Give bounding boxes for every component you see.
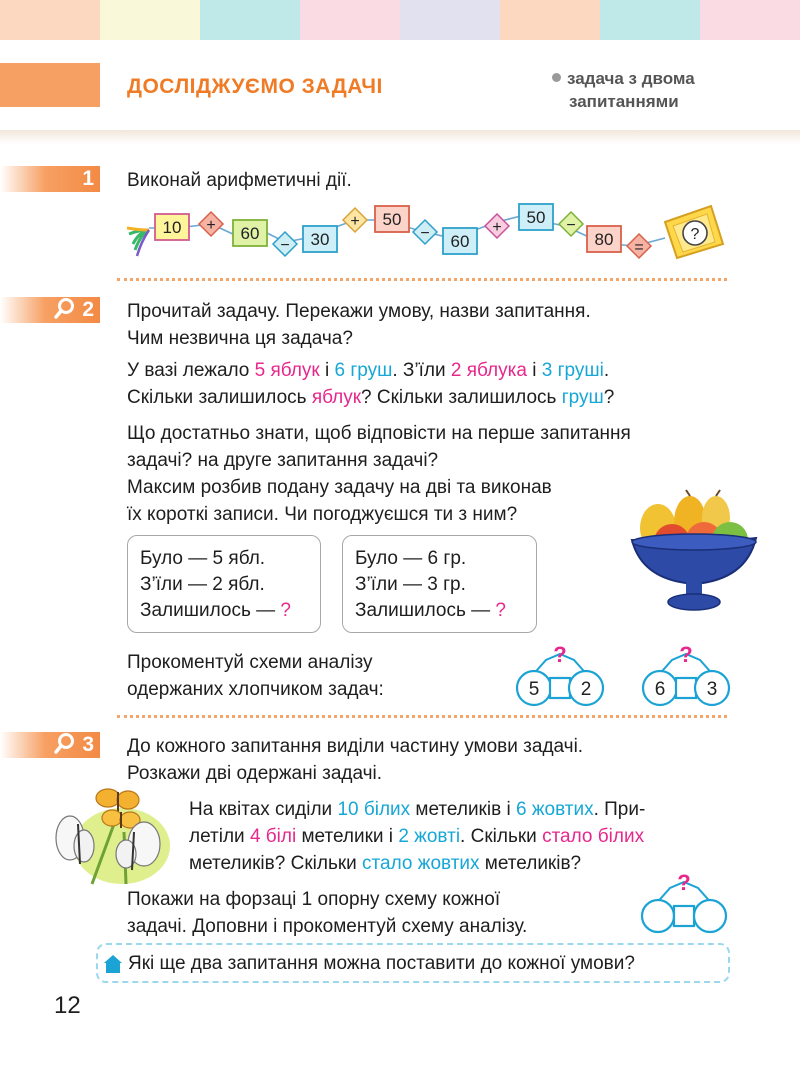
chain-op: +	[206, 217, 216, 234]
chain-value: 10	[162, 218, 182, 237]
extra-question-text: Які ще два запитання можна поставити до кожної умови?	[128, 953, 635, 974]
task-3-problem-line1	[189, 796, 737, 823]
note-line: Було — 6 гр.	[355, 548, 467, 569]
task-1-number-label: 1	[82, 167, 94, 190]
unknown-mark: ?	[280, 600, 291, 621]
text-run: На квітах сиділи	[189, 799, 338, 820]
task-3-intro	[127, 733, 583, 787]
strip-segment	[0, 0, 100, 40]
bullet-icon	[552, 73, 561, 82]
text-run: летіли	[189, 826, 250, 847]
schema-operation-box	[674, 906, 694, 926]
task-2-problem-line1	[127, 357, 737, 384]
question-apples: яблук	[311, 387, 362, 408]
task-3-instruction-line2: задачі. Доповни і прокоментуй схему аналізу.	[127, 916, 528, 937]
task-2-intro-line1: Прочитай задачу. Перекажи умову, назви запитання.	[127, 301, 591, 322]
short-record-pears	[342, 535, 537, 633]
text-run: ?	[603, 387, 615, 408]
question-yellow: стало жовтих	[362, 853, 480, 874]
chain-op: −	[280, 237, 290, 254]
task-2-questions	[127, 420, 631, 528]
chain-op: =	[634, 239, 644, 256]
extra-question-box	[96, 943, 730, 983]
strip-segment	[600, 0, 700, 40]
strip-segment	[100, 0, 200, 40]
task-3-instruction-line1: Покажи на форзаці 1 опорну схему кожної	[127, 889, 501, 910]
strip-segment	[700, 0, 800, 40]
strip-segment	[500, 0, 600, 40]
text-run: Залишилось —	[140, 600, 281, 621]
magnifier-icon	[54, 297, 76, 319]
divider-dotted	[117, 715, 727, 718]
task-3-problem-line2	[189, 823, 737, 850]
task-1-instruction: Виконай арифметичні дії.	[127, 170, 352, 191]
schema-operation-box	[550, 678, 570, 698]
text-run: Скільки залишилось	[127, 387, 312, 408]
white-count: 10 білих	[337, 799, 411, 820]
note-line	[140, 598, 308, 624]
task-3-intro-line2: Розкажи дві одержані задачі.	[127, 763, 383, 784]
chain-value: 60	[450, 232, 470, 251]
text-run: метелики і	[296, 826, 399, 847]
text-run: . З’їли	[392, 360, 451, 381]
task-2-question-line1: Що достатньо знати, щоб відповісти на перше запитання	[127, 423, 631, 444]
task-2-intro-line2: Чим незвична ця задача?	[127, 328, 353, 349]
divider-dotted	[117, 278, 727, 281]
task-2-number-label: 2	[82, 298, 94, 321]
note-line: З’їли — 2 ябл.	[140, 574, 265, 595]
task-1-number	[0, 166, 100, 192]
topic-tag-line1: задача з двома	[567, 69, 695, 88]
text-run: і	[526, 360, 542, 381]
note-line: З’їли — 3 гр.	[355, 574, 466, 595]
chain-op: +	[492, 219, 502, 236]
text-run: . При-	[593, 799, 646, 820]
strip-segment	[300, 0, 400, 40]
schema-right-value: 3	[706, 679, 718, 700]
page-title: ДОСЛІДЖУЄМО ЗАДАЧІ	[127, 75, 383, 98]
chain-value: 80	[594, 230, 614, 249]
apples-eaten: 2 яблука	[450, 360, 527, 381]
text-run: ? Скільки залишилось	[361, 387, 562, 408]
topic-tag	[552, 67, 695, 113]
note-line	[355, 598, 524, 624]
magnifier-icon	[54, 732, 76, 754]
home-icon	[103, 954, 123, 974]
task-2-number	[0, 297, 100, 323]
chain-value: 60	[240, 224, 260, 243]
strip-segment	[400, 0, 500, 40]
pears-count: 6 груш	[334, 360, 393, 381]
arithmetic-chain	[125, 200, 730, 270]
apples-count: 5 яблук	[254, 360, 320, 381]
schema-right-circle	[694, 900, 726, 932]
text-run: метеликів?	[479, 853, 582, 874]
task-3-number	[0, 732, 100, 758]
schema-question: ?	[679, 642, 693, 667]
strip-segment	[200, 0, 300, 40]
analysis-schema-apples	[508, 640, 612, 710]
task-2-intro	[127, 298, 591, 352]
text-run: У вазі лежало	[127, 360, 255, 381]
task-3-problem	[189, 796, 737, 877]
task-2-question-line3: Максим розбив подану задачу на дві та виконав	[127, 477, 552, 498]
text-run: метеликів? Скільки	[189, 853, 363, 874]
white-added: 4 білі	[249, 826, 297, 847]
question-pears: груш	[561, 387, 604, 408]
schema-question: ?	[553, 642, 567, 667]
note-line: Було — 5 ябл.	[140, 548, 266, 569]
ribbon-tail	[127, 228, 149, 256]
yellow-count: 6 жовтих	[515, 799, 594, 820]
task-2-question-line2: задачі? на друге запитання задачі?	[127, 450, 439, 471]
yellow-added: 2 жовті	[398, 826, 461, 847]
task-2-comment	[127, 649, 384, 703]
text-run: .	[603, 360, 610, 381]
chain-value: 50	[526, 208, 546, 227]
header-divider	[0, 130, 800, 144]
schema-question: ?	[677, 870, 691, 895]
task-3-number-label: 3	[82, 733, 94, 756]
text-run: і	[319, 360, 335, 381]
unknown-mark: ?	[495, 600, 506, 621]
topic-tag-line2: запитаннями	[569, 92, 679, 111]
schema-operation-box	[676, 678, 696, 698]
chain-value: 50	[382, 210, 402, 229]
header-accent-bar	[0, 63, 100, 107]
chain-answer: ?	[690, 226, 700, 243]
yellow-butterfly-icon	[102, 810, 140, 828]
chain-value: 30	[310, 230, 330, 249]
task-2-problem-line2	[127, 384, 737, 411]
text-run: . Скільки	[460, 826, 543, 847]
schema-left-value: 5	[528, 679, 540, 700]
text-run: метеликів і	[410, 799, 516, 820]
text-run: Залишилось —	[355, 600, 496, 621]
task-2-problem	[127, 357, 737, 411]
schema-right-value: 2	[580, 679, 592, 700]
fruit-bowl-illustration	[628, 488, 760, 616]
yellow-butterfly-icon	[96, 789, 139, 812]
chain-op: −	[420, 225, 430, 242]
analysis-schema-empty	[632, 868, 736, 936]
schema-left-value: 6	[654, 679, 666, 700]
schema-left-circle	[642, 900, 674, 932]
chain-op: +	[350, 213, 360, 230]
top-color-strip	[0, 0, 800, 40]
analysis-schema-pears	[634, 640, 738, 710]
short-record-apples	[127, 535, 321, 633]
task-3-instruction	[127, 886, 527, 940]
page-number: 12	[54, 992, 81, 1019]
task-2-comment-line2: одержаних хлопчиком задач:	[127, 679, 384, 700]
pears-eaten: 3 груші	[541, 360, 604, 381]
task-2-comment-line1: Прокоментуй схеми аналізу	[127, 652, 373, 673]
task-3-intro-line1: До кожного запитання виділи частину умови задачі.	[127, 736, 584, 757]
chain-op: −	[566, 217, 576, 234]
task-2-question-line4: їх короткі записи. Чи погоджуєшся ти з ним?	[127, 504, 518, 525]
butterflies-illustration	[52, 784, 172, 888]
question-white: стало білих	[542, 826, 645, 847]
